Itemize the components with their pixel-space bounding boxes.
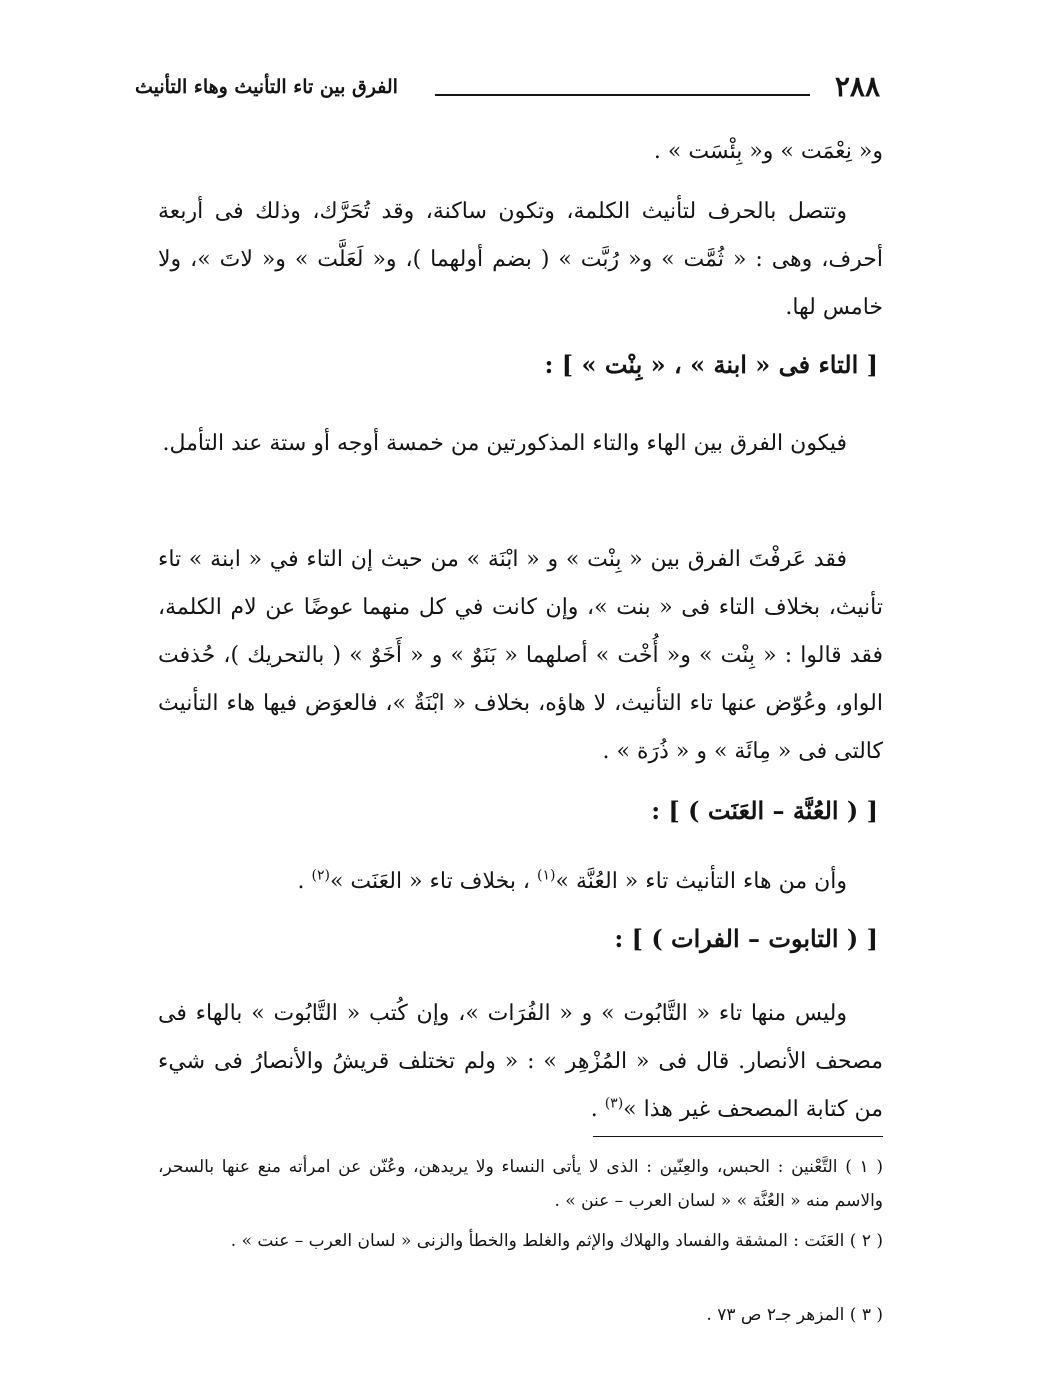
paragraph-bint-ibna: فقد عَرفْتَ الفرق بين « بِنْت » و « ابْنَة » من حيث إن التاء في « ابنة » تاء تأنيث، بخلاف التاء فى « بنت »، وإن كانت في كل منهما عوضًا عن لام الكلمة، فقد قالوا : « بِنْت » و« أُخْت » أصلهما « بَنَوٌ » و « أَخَوٌ » ( بالتحريك )، حُذفت الواو، وعُوّض عنها تاء التأنيث، لا هاؤه، بخلاف « ابْنَةٌ »، فالعوَض فيها هاء التأنيث كالتى فى « مِائَة » و « ذُرَة » . (158, 547, 883, 764)
paragraph-text: وليس منها تاء « التَّابُوت » و « الفُرَات »، وإن كُتب « التَّابُوت » بالهاء فى مصحف الأنصار. قال فى « المُزْهِر » : « ولم تختلف قريشُ والأنصارُ فى شيء من كتابة المصحف غير هذا » (158, 1001, 883, 1122)
footnote-3: ( ٣ ) المزهر جـ٢ ص ٧٣ . (706, 1305, 883, 1325)
footnote-ref-3[interactable]: (٣) (604, 1095, 624, 1112)
paragraph-difference: فيكون الفرق بين الهاء والتاء المذكورتين من خمسة أوجه أو ستة عند التأمل. (162, 431, 847, 456)
paragraph-unna-anat (158, 858, 883, 906)
section-heading-unna-anat: [ ( العُنَّة – العَنَت ) ] : (651, 796, 878, 825)
paragraph-continuation: و« نِعْمَت » و« بِئْسَت » . (653, 139, 883, 164)
section-heading-ibna-bint: [ التاء فى « ابنة » ، « بِنْت » ] : (544, 350, 878, 379)
paragraph-attached-letters: وتتصل بالحرف لتأنيث الكلمة، وتكون ساكنة، وقد تُحَرَّك، وذلك فى أربعة أحرف، وهى : « ثُمَّت » و« رُبَّت » ( بضم أولهما )، و« لَعَلَّت » و« لاتَ »، ولا خامس لها. (158, 199, 883, 320)
paragraph-text: وأن من هاء التأنيث تاء « العُنَّة » (555, 869, 847, 894)
page-number: ٢٨٨ (834, 70, 880, 103)
running-header (135, 70, 880, 110)
paragraph-text: . (297, 869, 312, 894)
header-rule (435, 94, 810, 96)
footnote-2: ( ٢ ) العَنَت : المشقة والفساد والهلاك والإثم والغلط والخطأ والزنى « لسان العرب – عنت » . (230, 1231, 883, 1251)
paragraph-tabut-furat (158, 990, 883, 1134)
footnote-ref-1[interactable]: (١) (537, 867, 556, 884)
paragraph-text: ، بخلاف تاء « العَنَت » (329, 869, 538, 894)
footnote-ref-2[interactable]: (٢) (311, 867, 330, 884)
section-heading-tabut-furat: [ ( التابوت – الفرات ) ] : (614, 924, 878, 953)
footnote-separator (593, 1136, 883, 1137)
paragraph-text: . (590, 1097, 605, 1122)
footnote-1: ( ١ ) التَّعْنين : الحبس، والعِنّين : الذى لا يأتى النساء ولا يريدهن، وعُنّن عن امرأته منع عنها بالسحر، والاسم منه « العُنَّة » « لسان العرب – عنن » . (158, 1157, 883, 1211)
running-title: الفرق بين تاء التأنيث وهاء التأنيث (135, 76, 398, 98)
